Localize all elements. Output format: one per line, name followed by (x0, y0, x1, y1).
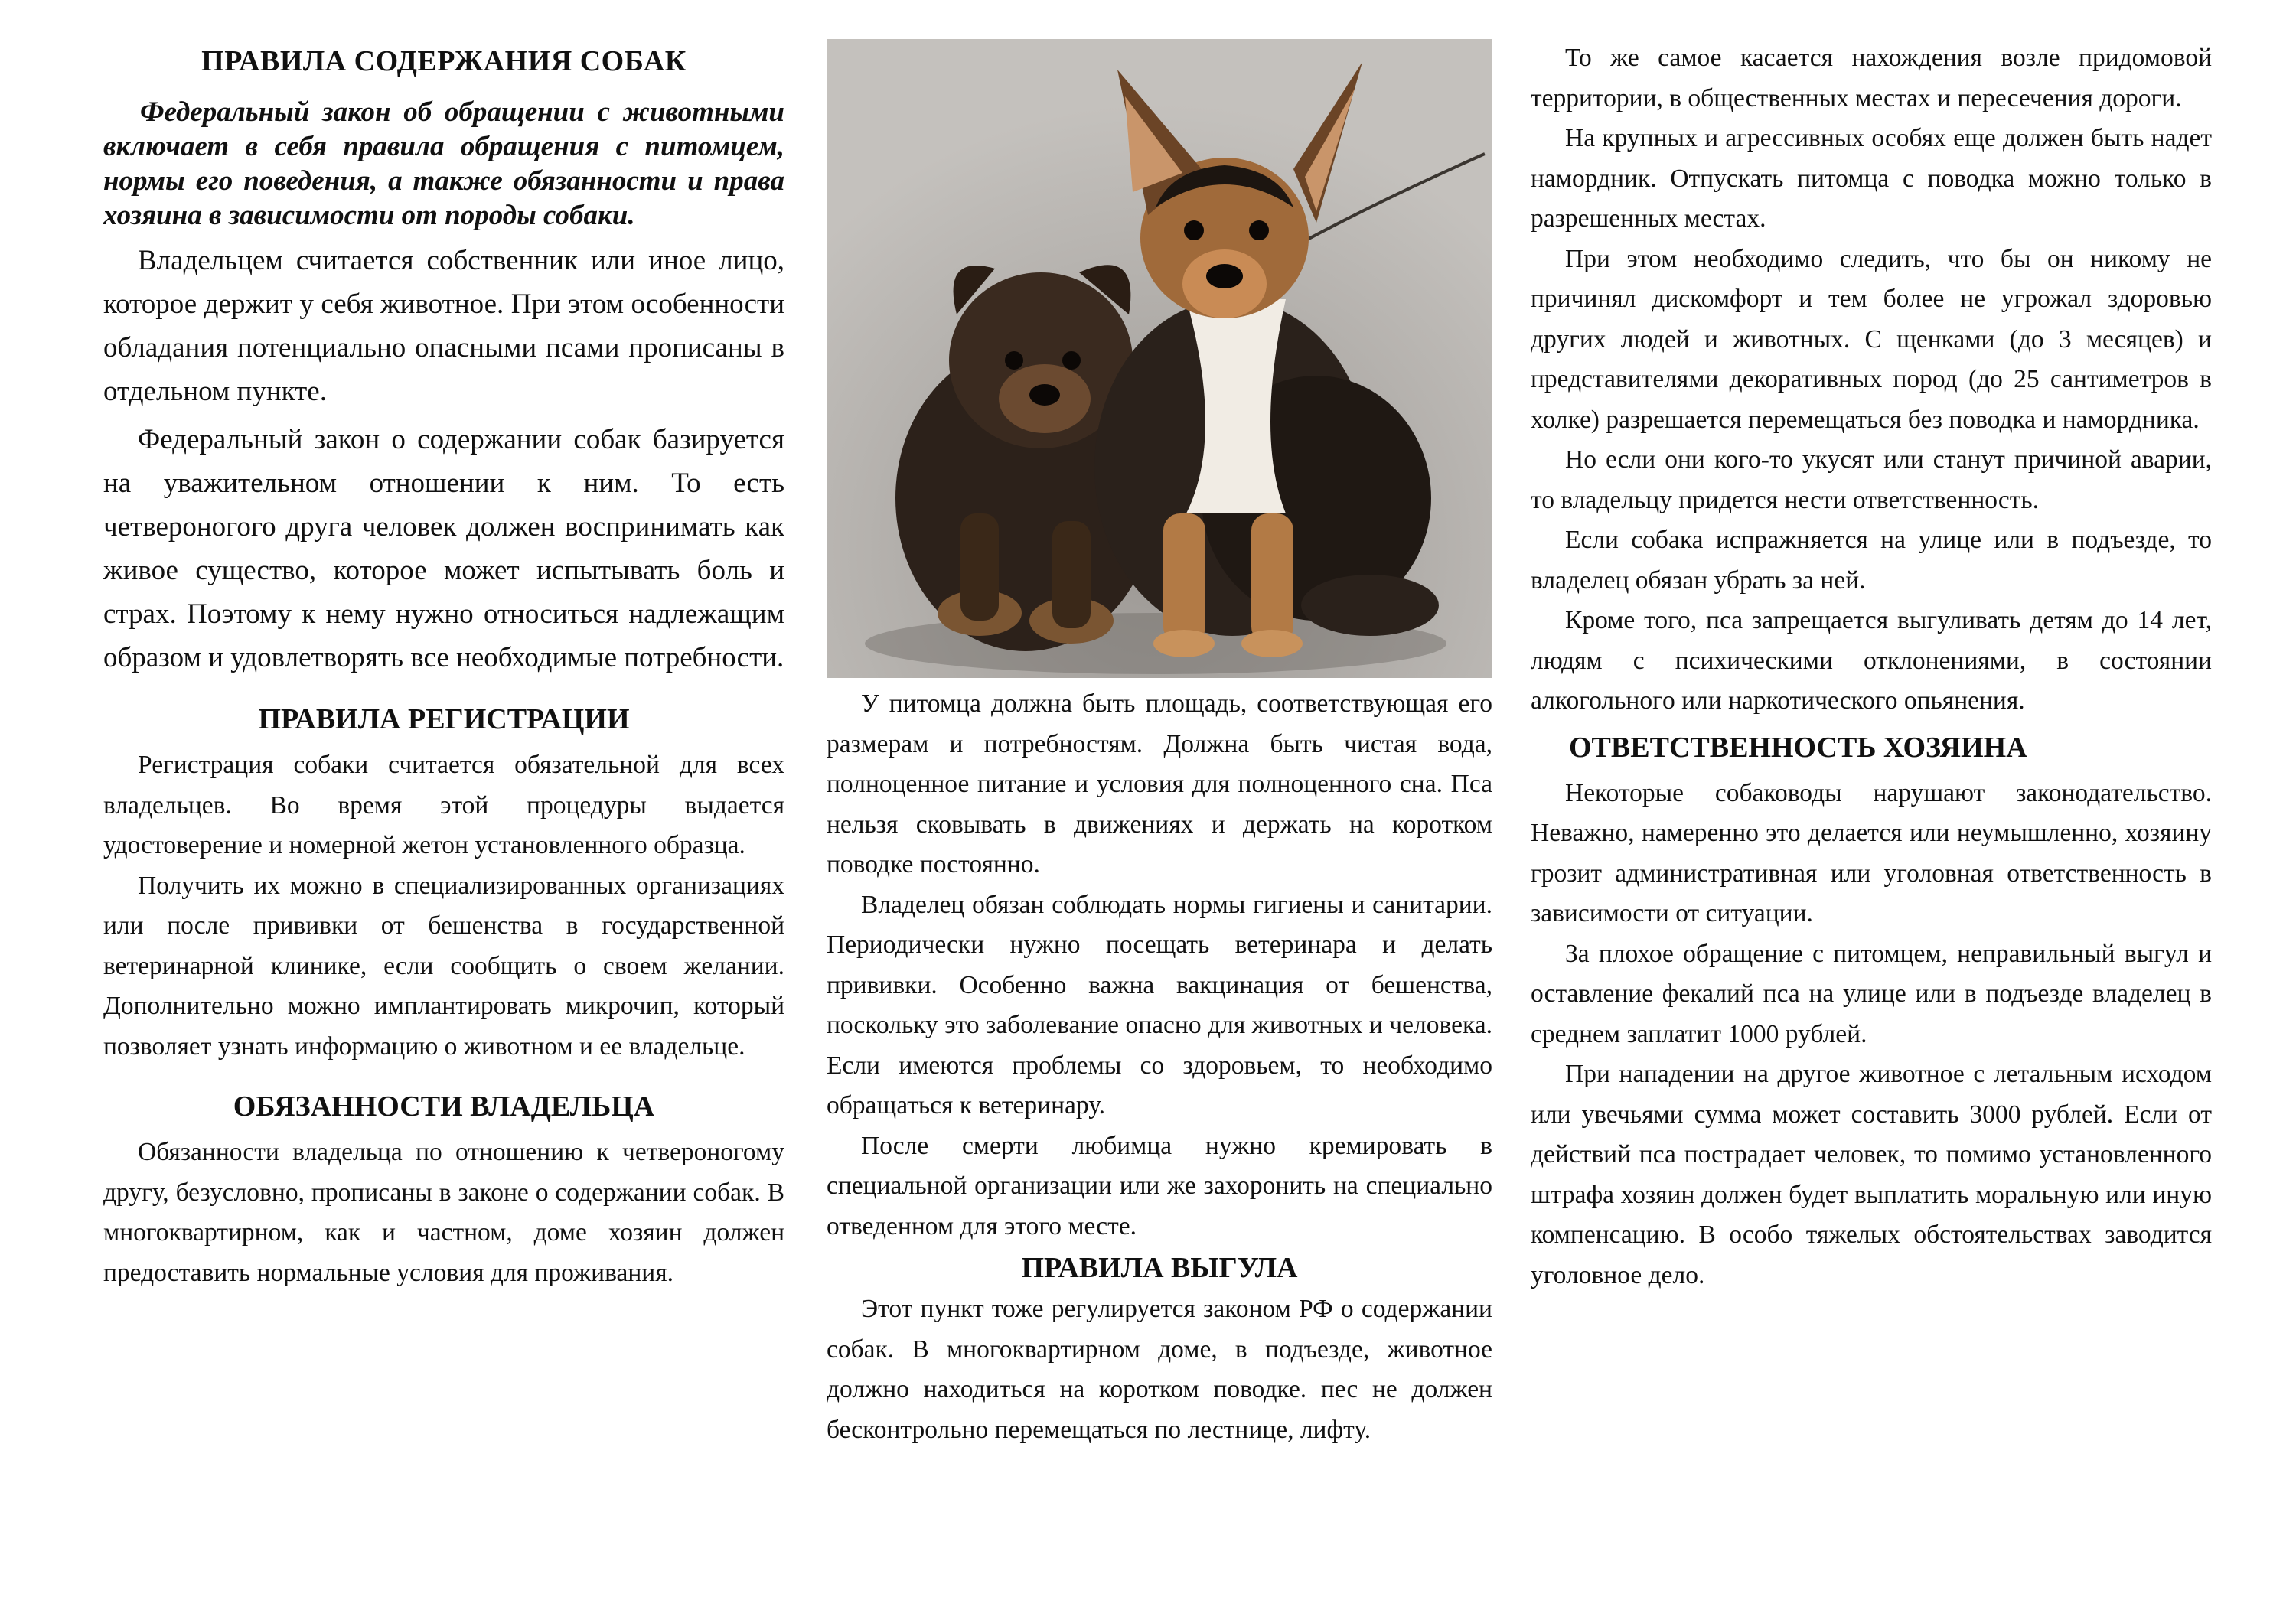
public-places-paragraph: То же самое касается нахождения возле придомовой территории, в общественных местах и пересечения дороги. (1531, 44, 2212, 112)
dogs-illustration (827, 39, 1492, 678)
registration-paragraph-2: Получить их можно в специализированных организациях или после прививки от бешенства в государственной ветеринарной клинике, если сообщить о своем желании. Дополнительно можно имплантировать микрочип, который позволяет узнать информацию о животном и ее владельце. (103, 871, 784, 1061)
responsibility-paragraph-1: Некоторые собаководы нарушают законодательство. Неважно, намеренно это делается или неумышленно, хозяину грозит административная или уголовная ответственность в зависимости от ситуации. (1531, 778, 2212, 927)
owner-duties-paragraph: Обязанности владельца по отношению к четвероногому другу, безусловно, прописаны в законе о содержании собак. В многоквартирном, как и частном, доме хозяин должен предоставить нормальные условия для проживания. (103, 1138, 784, 1287)
column-right (1531, 38, 2212, 1295)
walking-rules-heading: ПРАВИЛА ВЫГУЛА (1021, 1252, 1298, 1284)
registration-heading: ПРАВИЛА РЕГИСТРАЦИИ (258, 703, 630, 735)
page-title: ПРАВИЛА СОДЕРЖАНИЯ СОБАК (201, 45, 687, 77)
cleanup-paragraph: Если собака испражняется на улице или в подъезде, то владелец обязан убрать за ней. (1531, 526, 2212, 595)
owner-definition-paragraph: Владельцем считается собственник или иное лицо, которое держит у себя животное. При этом особенности обладания потенциально опасными псами прописаны в отдельном пункте. (103, 245, 784, 407)
owner-responsibility-heading: ОТВЕТСТВЕННОСТЬ ХОЗЯИНА (1569, 731, 2027, 764)
responsibility-paragraph-3: При нападении на другое животное с летальным исходом или увечьями сумма может составить 3000 рублей. Если от действий пса пострадает человек, то помимо установленного штрафа хозяин должен будет выплатить моральную или иную компенсацию. В особо тяжелых обстоятельствах заводится уголовное дело. (1531, 1060, 2212, 1289)
dogs-photo (827, 39, 1492, 678)
federal-law-paragraph: Федеральный закон о содержании собак базируется на уважительном отношении к ним. То есть четвероногого друга человек должен воспринимать как живое существо, которое может испытывать боль и страх. Поэтому к нему нужно относиться надлежащим образом и удовлетворять все необходимые потребности. (103, 424, 784, 673)
muzzle-paragraph: На крупных и агрессивных особях еще должен быть надет намордник. Отпускать питомца с поводка можно только в разрешенных местах. (1531, 124, 2212, 233)
hygiene-paragraph: Владелец обязан соблюдать нормы гигиены и санитарии. Периодически нужно посещать ветеринара и делать прививки. Особенно важна вакцинация от бешенства, поскольку это заболевание опасно для животных и человека. Если имеются проблемы со здоровьем, то необходимо обращаться к ветеринару. (827, 890, 1492, 1119)
column-left (103, 31, 784, 1293)
no-discomfort-paragraph: При этом необходимо следить, что бы он никому не причинял дискомфорт и тем более не угрожал здоровью других людей и животных. С щенками (до 3 месяцев) и представителями декоративных пород (до 25 сантиметров в холке) разрешается перемещаться без поводка и намордника. (1531, 244, 2212, 434)
bite-liability-paragraph: Но если они кого-то укусят или станут причиной аварии, то владельцу придется нести ответственность. (1531, 445, 2212, 514)
responsibility-paragraph-2: За плохое обращение с питомцем, неправильный выгул и оставление фекалий пса на улице или в подъезде владелец в среднем заплатит 1000 рублей. (1531, 939, 2212, 1048)
owner-duties-heading: ОБЯЗАННОСТИ ВЛАДЕЛЬЦА (233, 1090, 655, 1123)
column-middle (827, 35, 1492, 1450)
walking-rules-paragraph: Этот пункт тоже регулируется законом РФ о содержании собак. В многоквартирном доме, в подъезде, животное должно находиться на коротком поводке. пес не должен бесконтрольно перемещаться по лестнице, лифту. (827, 1295, 1492, 1444)
living-space-paragraph: У питомца должна быть площадь, соответствующая его размерам и потребностям. Должна быть чистая вода, полноценное питание и условия для полноценного сна. Пса нельзя сковывать в движениях и держать на коротком поводке постоянно. (827, 689, 1492, 878)
registration-paragraph-1: Регистрация собаки считается обязательной для всех владельцев. Во время этой процедуры выдается удостоверение и номерной жетон установленного образца. (103, 751, 784, 859)
after-death-paragraph: После смерти любимца нужно кремировать в специальной организации или же захоронить на специально отведенном для этого месте. (827, 1131, 1492, 1240)
intro-lead: Федеральный закон об обращении с животными включает в себя правила обращения с питомцем, нормы его поведения, а также обязанности и права хозяина в зависимости от породы собаки. (103, 96, 784, 231)
walking-restrictions-paragraph: Кроме того, пса запрещается выгуливать детям до 14 лет, людям с психическими отклонениями, в состоянии алкогольного или наркотического опьянения. (1531, 606, 2212, 715)
